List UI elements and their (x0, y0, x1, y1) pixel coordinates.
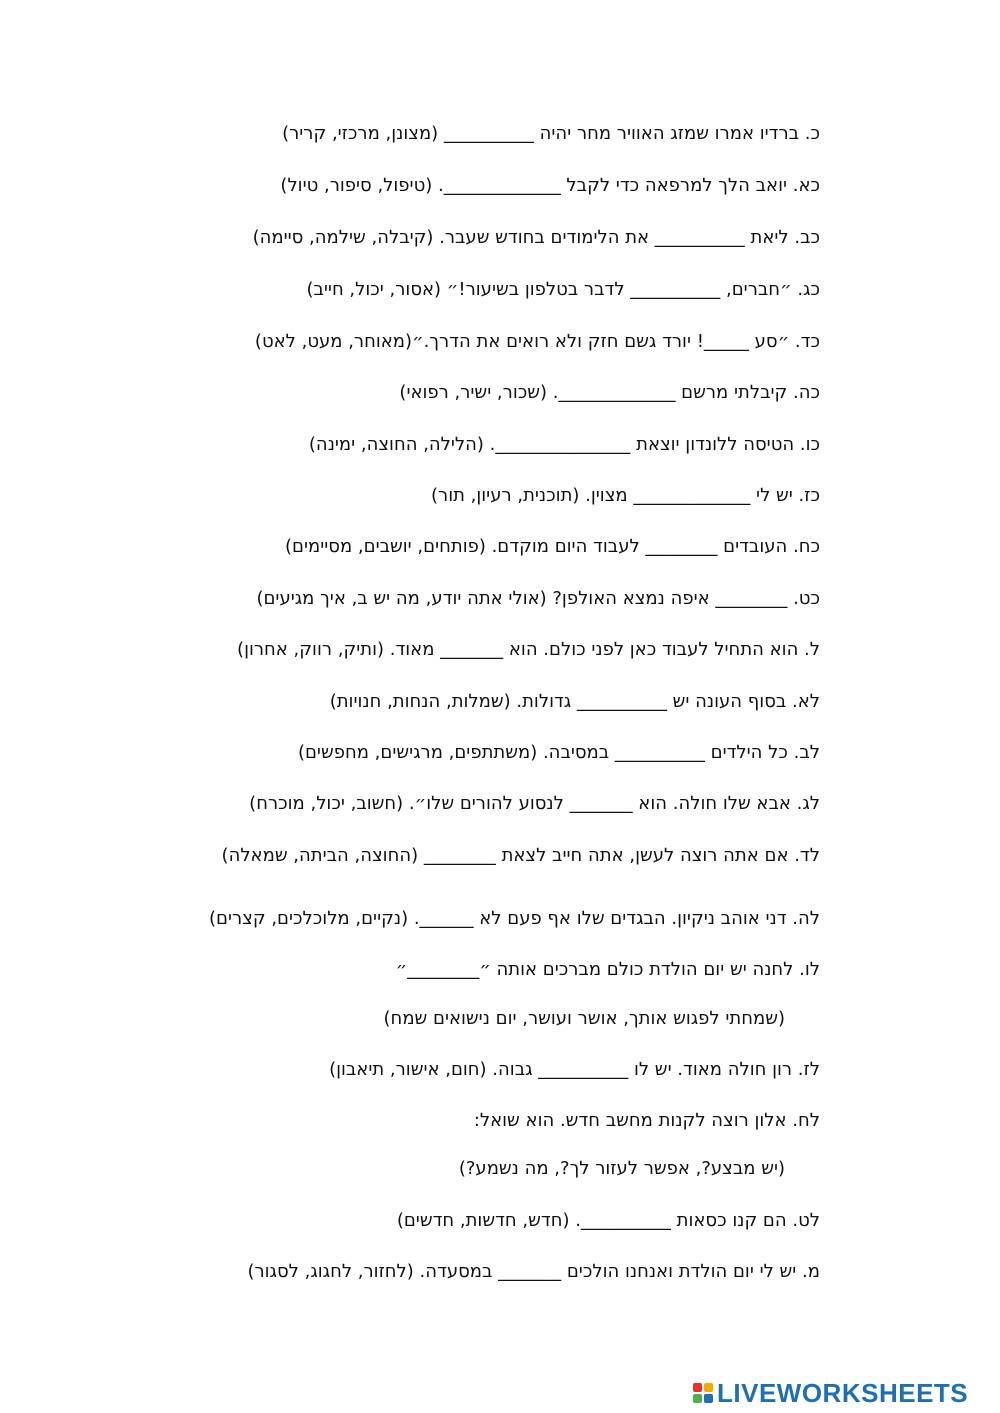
liveworksheets-logo[interactable] (693, 1378, 968, 1408)
liveworksheets-brand-text: LIVEWORKSHEETS (717, 1378, 969, 1408)
question-line: כב. ליאת __________ את הלימודים בחודש שעבר. (קיבלה, שילמה, סיימה) (252, 227, 820, 248)
question-line: כא. יואב הלך למרפאה כדי לקבל _____________. (טיפול, סיפור, טיול) (280, 175, 820, 196)
answer-options-line: (יש מבצע?, אפשר לעזור לך?, מה נשמע?) (458, 1158, 785, 1179)
liveworksheets-logo-icon (693, 1383, 713, 1403)
question-line: כח. העובדים ________ לעבוד היום מוקדם. (פותחים, יושבים, מסיימים) (285, 536, 820, 557)
question-line: כד. ״סע _____! יורד גשם חזק ולא רואים את הדרך.״(מאוחר, מעט, לאט) (254, 331, 820, 352)
question-line: לא. בסוף העונה יש __________ גדולות. (שמלות, הנחות, חנויות) (329, 691, 820, 712)
question-line: לו. לחנה יש יום הולדת כולם מברכים אותה ״________״ (395, 959, 820, 980)
question-line: מ. יש לי יום הולדת ואנחנו הולכים _______ במסעדה. (לחזור, לחגוג, לסגור) (247, 1261, 820, 1282)
question-line: לט. הם קנו כסאות __________. (חדש, חדשות, חדשים) (396, 1210, 820, 1231)
question-line: כג. ״חברים, __________ לדבר בטלפון בשיעור!״ (אסור, יכול, חייב) (306, 279, 820, 300)
question-line: כז. יש לי _____________ מצוין. (תוכנית, רעיון, תור) (431, 485, 820, 506)
answer-options-line: (שמחתי לפגוש אותך, אושר ועושר, יום נישואים שמח) (383, 1008, 785, 1029)
question-line: כט. ________ איפה נמצא האולפן? (אולי אתה יודע, מה יש ב, איך מגיעים) (256, 588, 820, 609)
question-line: לד. אם אתה רוצה לעשן, אתה חייב לצאת ________ (החוצה, הביתה, שמאלה) (221, 845, 820, 866)
question-line: לה. דני אוהב ניקיון. הבגדים שלו אף פעם לא ______. (נקיים, מלוכלכים, קצרים) (209, 908, 820, 929)
question-line: כו. הטיסה ללונדון יוצאת _______________. (הלילה, החוצה, ימינה) (308, 434, 820, 455)
question-line: ל. הוא התחיל לעבוד כאן לפני כולם. הוא _______ מאוד. (ותיק, רווק, אחרון) (237, 639, 820, 660)
question-line: כ. ברדיו אמרו שמזג האוויר מחר יהיה __________ (מצונן, מרכזי, קריר) (282, 123, 820, 144)
question-line: כה. קיבלתי מרשם _____________. (שכור, ישיר, רפואי) (399, 382, 820, 403)
question-line: לח. אלון רוצה לקנות מחשב חדש. הוא שואל: (473, 1110, 820, 1131)
question-line: לג. אבא שלו חולה. הוא _______ לנסוע להורים שלו״. (חשוב, יכול, מוכרח) (249, 793, 820, 814)
question-line: לז. רון חולה מאוד. יש לו __________ גבוה. (חום, אישור, תיאבון) (329, 1059, 820, 1080)
question-line: לב. כל הילדים __________ במסיבה. (משתתפים, מרגישים, מחפשים) (297, 742, 820, 763)
